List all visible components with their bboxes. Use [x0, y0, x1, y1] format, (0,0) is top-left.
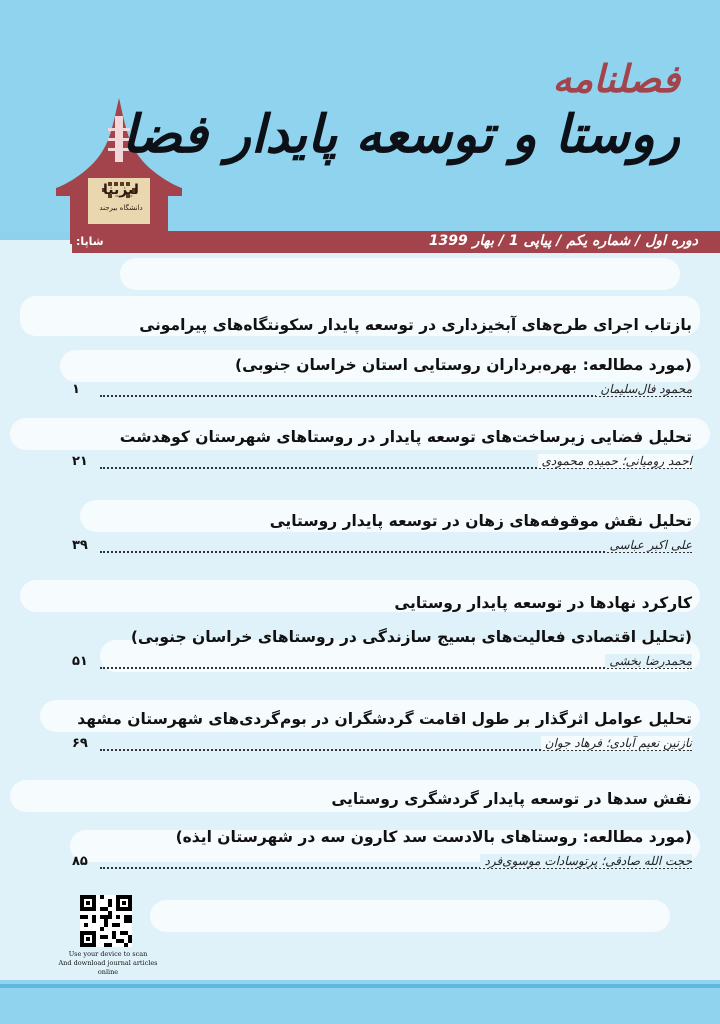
article-authors: علی اکبر عباسی [605, 538, 692, 552]
toc-entry[interactable] [72, 424, 692, 474]
article-authors: نازنین نعیم آبادی؛ فرهاد جوان [541, 736, 692, 750]
author-row [72, 454, 692, 474]
qr-code-icon[interactable] [80, 895, 132, 947]
page-number: ۵۱ [72, 654, 88, 669]
qr-caption [48, 950, 168, 977]
brush-stroke [150, 900, 670, 932]
author-row [72, 854, 692, 874]
page-number: ۱ [72, 382, 80, 397]
toc-entry[interactable] [72, 312, 692, 402]
article-title-line: بازتاب اجرای طرح‌های آبخیزداری در توسعه پایدار سکونتگاه‌های پیرامونی [139, 316, 692, 334]
brush-stroke [120, 258, 680, 290]
issn-label: شاپا: [76, 235, 104, 248]
page-number: ۸۵ [72, 854, 88, 869]
toc-entry[interactable] [72, 508, 692, 558]
toc-entry[interactable] [72, 706, 692, 756]
article-subtitle-line: (مورد مطالعه: بهره‌برداران روستایی استان خراسان جنوبی) [235, 356, 692, 374]
article-title-line: نقش سدها در توسعه پایدار گردشگری روستایی [331, 790, 692, 808]
author-row [72, 382, 692, 402]
article-title-line: کارکرد نهادها در توسعه پایدار روستایی [394, 594, 692, 612]
author-row [72, 654, 692, 674]
issue-ribbon [72, 231, 720, 253]
bottom-stripe [0, 984, 720, 988]
emblem-logo-text: لیزینا [103, 182, 139, 198]
article-authors: حجت الله صادقی؛ پرتوسادات موسوی‌فرد [480, 854, 692, 868]
article-subtitle-line: (مورد مطالعه: روستاهای بالادست سد کارون سه در شهرستان ایذه) [175, 828, 692, 846]
toc-entry[interactable] [72, 786, 692, 874]
article-subtitle-line: (تحلیل اقتصادی فعالیت‌های بسیج سازندگی در روستاهای خراسان جنوبی) [130, 628, 692, 646]
author-row [72, 736, 692, 756]
page-number: ۳۹ [72, 538, 88, 553]
toc-entry[interactable] [72, 590, 692, 674]
page-number: ۶۹ [72, 736, 88, 751]
issue-info: دوره اول / شماره یکم / پیاپی 1 / بهار 1399 [428, 233, 698, 249]
qr-caption-line: Use your device to scan [68, 950, 148, 958]
article-authors: احمد رومیانی؛ حمیده محمودی [538, 454, 693, 468]
page-number: ۲۱ [72, 454, 88, 469]
qr-caption-line: And download journal articles online [58, 959, 158, 976]
article-title-line: تحلیل نقش موقوفه‌های زهان در توسعه پایدار روستایی [269, 512, 692, 530]
dot-leader [100, 667, 692, 669]
author-row [72, 538, 692, 558]
dot-leader [100, 551, 692, 553]
masthead [122, 58, 680, 166]
journal-label: فصلنامه [552, 56, 680, 101]
journal-title: روستا و توسعه پایدار فضا [121, 104, 680, 165]
article-authors: محمدرضا بخشی [605, 654, 692, 668]
article-title-line: تحلیل عوامل اثرگذار بر طول اقامت گردشگران در بوم‌گردی‌های شهرستان مشهد [77, 710, 692, 728]
article-title-line: تحلیل فضایی زیرساخت‌های توسعه پایدار در روستاهای شهرستان کوهدشت [119, 428, 692, 446]
article-authors: محمود فال‌سلیمان [596, 382, 692, 396]
emblem-university-name: دانشگاه بیرجند [99, 204, 143, 212]
